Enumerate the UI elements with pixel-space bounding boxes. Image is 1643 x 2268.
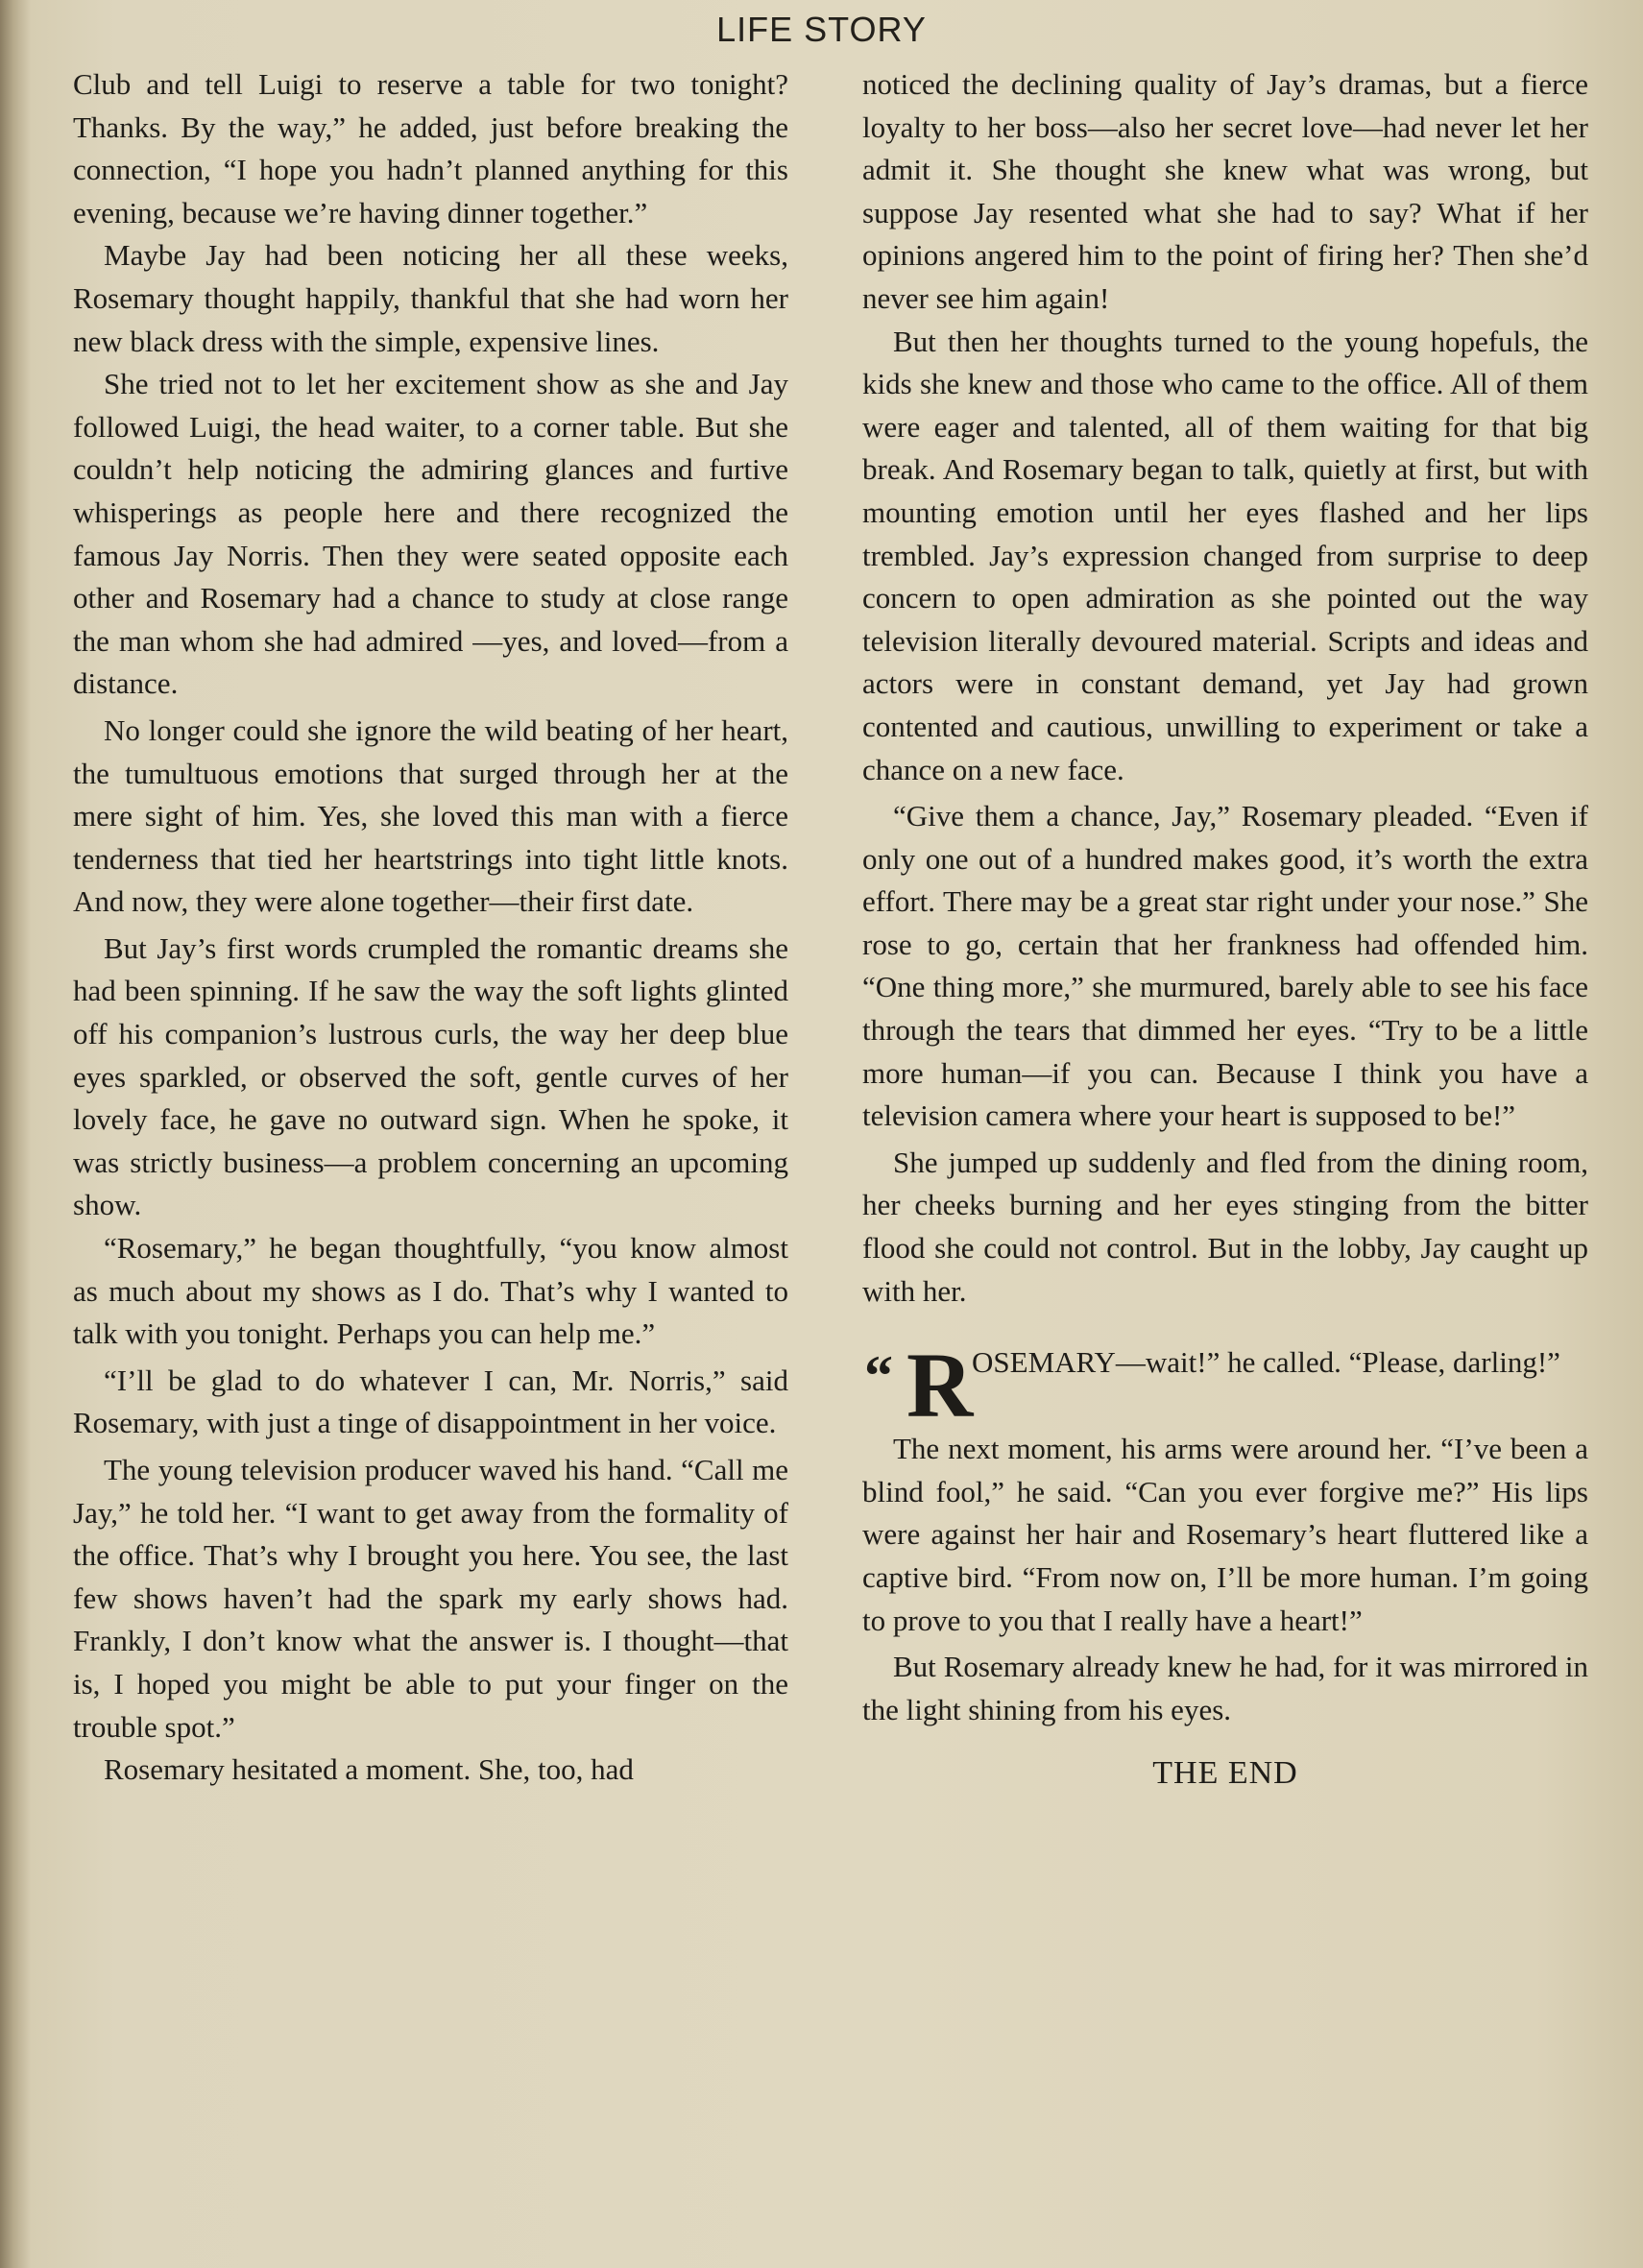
paragraph: She tried not to let her excitement show as she and Jay followed Luigi, the head waiter, to a corner table. But she couldn’t help noticing the admiring glances and furtive whisperings as people here and there recognized the famous Jay Norris. Then they were seated opposite each other and Rosemary had a chance to study at close range the man whom she had admired —yes, and loved—from a distance. xyxy=(73,367,788,701)
paragraph: The young television producer waved his hand. “Call me Jay,” he told her. “I want to get away from the formality of the office. That’s why I brought you here. You see, the last few shows haven’t had the spark my early shows had. Frankly, I don’t know what the answer is. I thought—that is, I hoped you might be able to put your finger on the trouble spot.” xyxy=(73,1453,788,1744)
paragraph: She jumped up suddenly and fled from the dining room, her cheeks burning and her eyes stinging from the bitter flood she could not control. But in the lobby, Jay caught up with her. xyxy=(862,1145,1588,1308)
dropcap-text: OSEMARY—wait!” he called. “Please, darling!” xyxy=(972,1345,1560,1380)
paragraph: The next moment, his arms were around her. “I’ve been a blind fool,” he said. “Can you ever forgive me?” His lips were against her hair and Rosemary’s heart fluttered like a captive bird. “From now on, I’ll be more human. I’m going to prove to you that I really have a heart!” xyxy=(862,1432,1588,1637)
dropcap-quote: “ xyxy=(864,1344,893,1409)
paragraph: “Rosemary,” he began thoughtfully, “you know almost as much about my shows as I do. That’s why I wanted to talk with you tonight. Perhaps you can help me.” xyxy=(73,1231,788,1351)
end-marker: THE END xyxy=(1152,1755,1298,1792)
paragraph: Club and tell Luigi to reserve a table for two tonight? Thanks. By the way,” he added, just before breaking the connection, “I hope you hadn’t planned anything for this evening, because we’re having dinner together.” xyxy=(73,67,788,229)
paragraph: But Rosemary already knew he had, for it was mirrored in the light shining from his eyes. xyxy=(862,1650,1588,1726)
dropcap-paragraph xyxy=(862,1334,1588,1437)
right-column xyxy=(862,63,1588,1796)
paragraph: “Give them a chance, Jay,” Rosemary pleaded. “Even if only one out of a hundred makes good, it’s worth the extra effort. There may be a great star right under your nose.” She rose to go, certain that her frankness had offended him. “One thing more,” she murmured, barely able to see his face through the tears that dimmed her eyes. “Try to be a little more human—if you can. Because I think you have a television camera where your heart is supposed to be!” xyxy=(862,799,1588,1133)
paragraph: “I’ll be glad to do whatever I can, Mr. Norris,” said Rosemary, with just a tinge of disappointment in her voice. xyxy=(73,1363,788,1440)
paragraph: Maybe Jay had been noticing her all these weeks, Rosemary thought happily, thankful that she had worn her new black dress with the simple, expensive lines. xyxy=(73,238,788,358)
paragraph: But Jay’s first words crumpled the romantic dreams she had been spinning. If he saw the way the soft lights glinted off his companion’s lustrous curls, the way her deep blue eyes sparkled, or observed the soft, gentle curves of her lovely face, he gave no outward sign. When he spoke, it was strictly business—a problem concerning an upcoming show. xyxy=(73,930,788,1222)
paragraph: But then her thoughts turned to the young hopefuls, the kids she knew and those who came to the office. All of them were eager and talented, all of them waiting for that big break. And Rosemary began to talk, quietly at first, but with mounting emotion until her eyes flashed and her lips trembled. Jay’s expression changed from surprise to deep concern to open admiration as she pointed out the way television literally devoured material. Scripts and ideas and actors were in constant demand, yet Jay had grown contented and cautious, unwilling to experiment or take a chance on a new face. xyxy=(862,324,1588,786)
running-header: LIFE STORY xyxy=(716,10,927,49)
paragraph: No longer could she ignore the wild beating of her heart, the tumultuous emotions that surged through her at the mere sight of him. Yes, she loved this man with a fierce tenderness that tied her heartstrings into tight little knots. And now, they were alone together—their first date. xyxy=(73,712,788,919)
left-column xyxy=(73,63,788,1792)
dropcap-letter: R xyxy=(906,1334,974,1437)
paragraph: Rosemary hesitated a moment. She, too, had xyxy=(104,1752,634,1787)
paragraph: noticed the declining quality of Jay’s dramas, but a fierce loyalty to her boss—also her secret love—had never let her admit it. She thought she knew what was wrong, but suppose Jay resented what she had to say? What if her opinions angered him to the point of firing her? Then she’d never see him again! xyxy=(862,67,1588,315)
